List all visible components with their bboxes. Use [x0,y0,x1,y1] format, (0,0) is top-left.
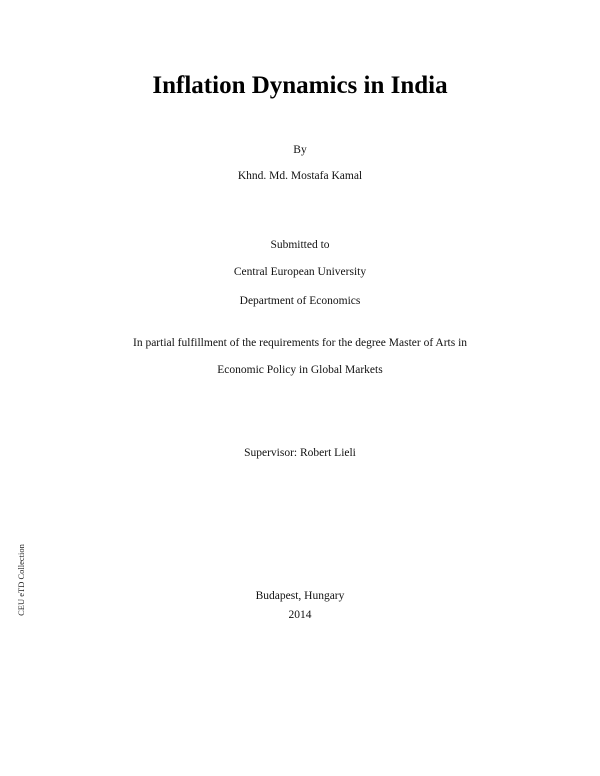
department-name: Department of Economics [239,295,361,307]
supervisor: Supervisor: Robert Lieli [244,447,356,459]
watermark: CEU eTD Collection [16,544,26,616]
submitted-to-label: Submitted to [270,239,330,251]
location: Budapest, Hungary [255,590,345,602]
author-name: Khnd. Md. Mostafa Kamal [237,170,363,182]
by-label: By [293,144,307,156]
fulfillment-line-1: In partial fulfillment of the requirements for the degree Master of Arts in [132,337,468,349]
fulfillment-line-2: Economic Policy in Global Markets [217,364,383,376]
university-name: Central European University [233,266,367,278]
year: 2014 [288,609,312,621]
document-title: Inflation Dynamics in India [152,72,448,99]
